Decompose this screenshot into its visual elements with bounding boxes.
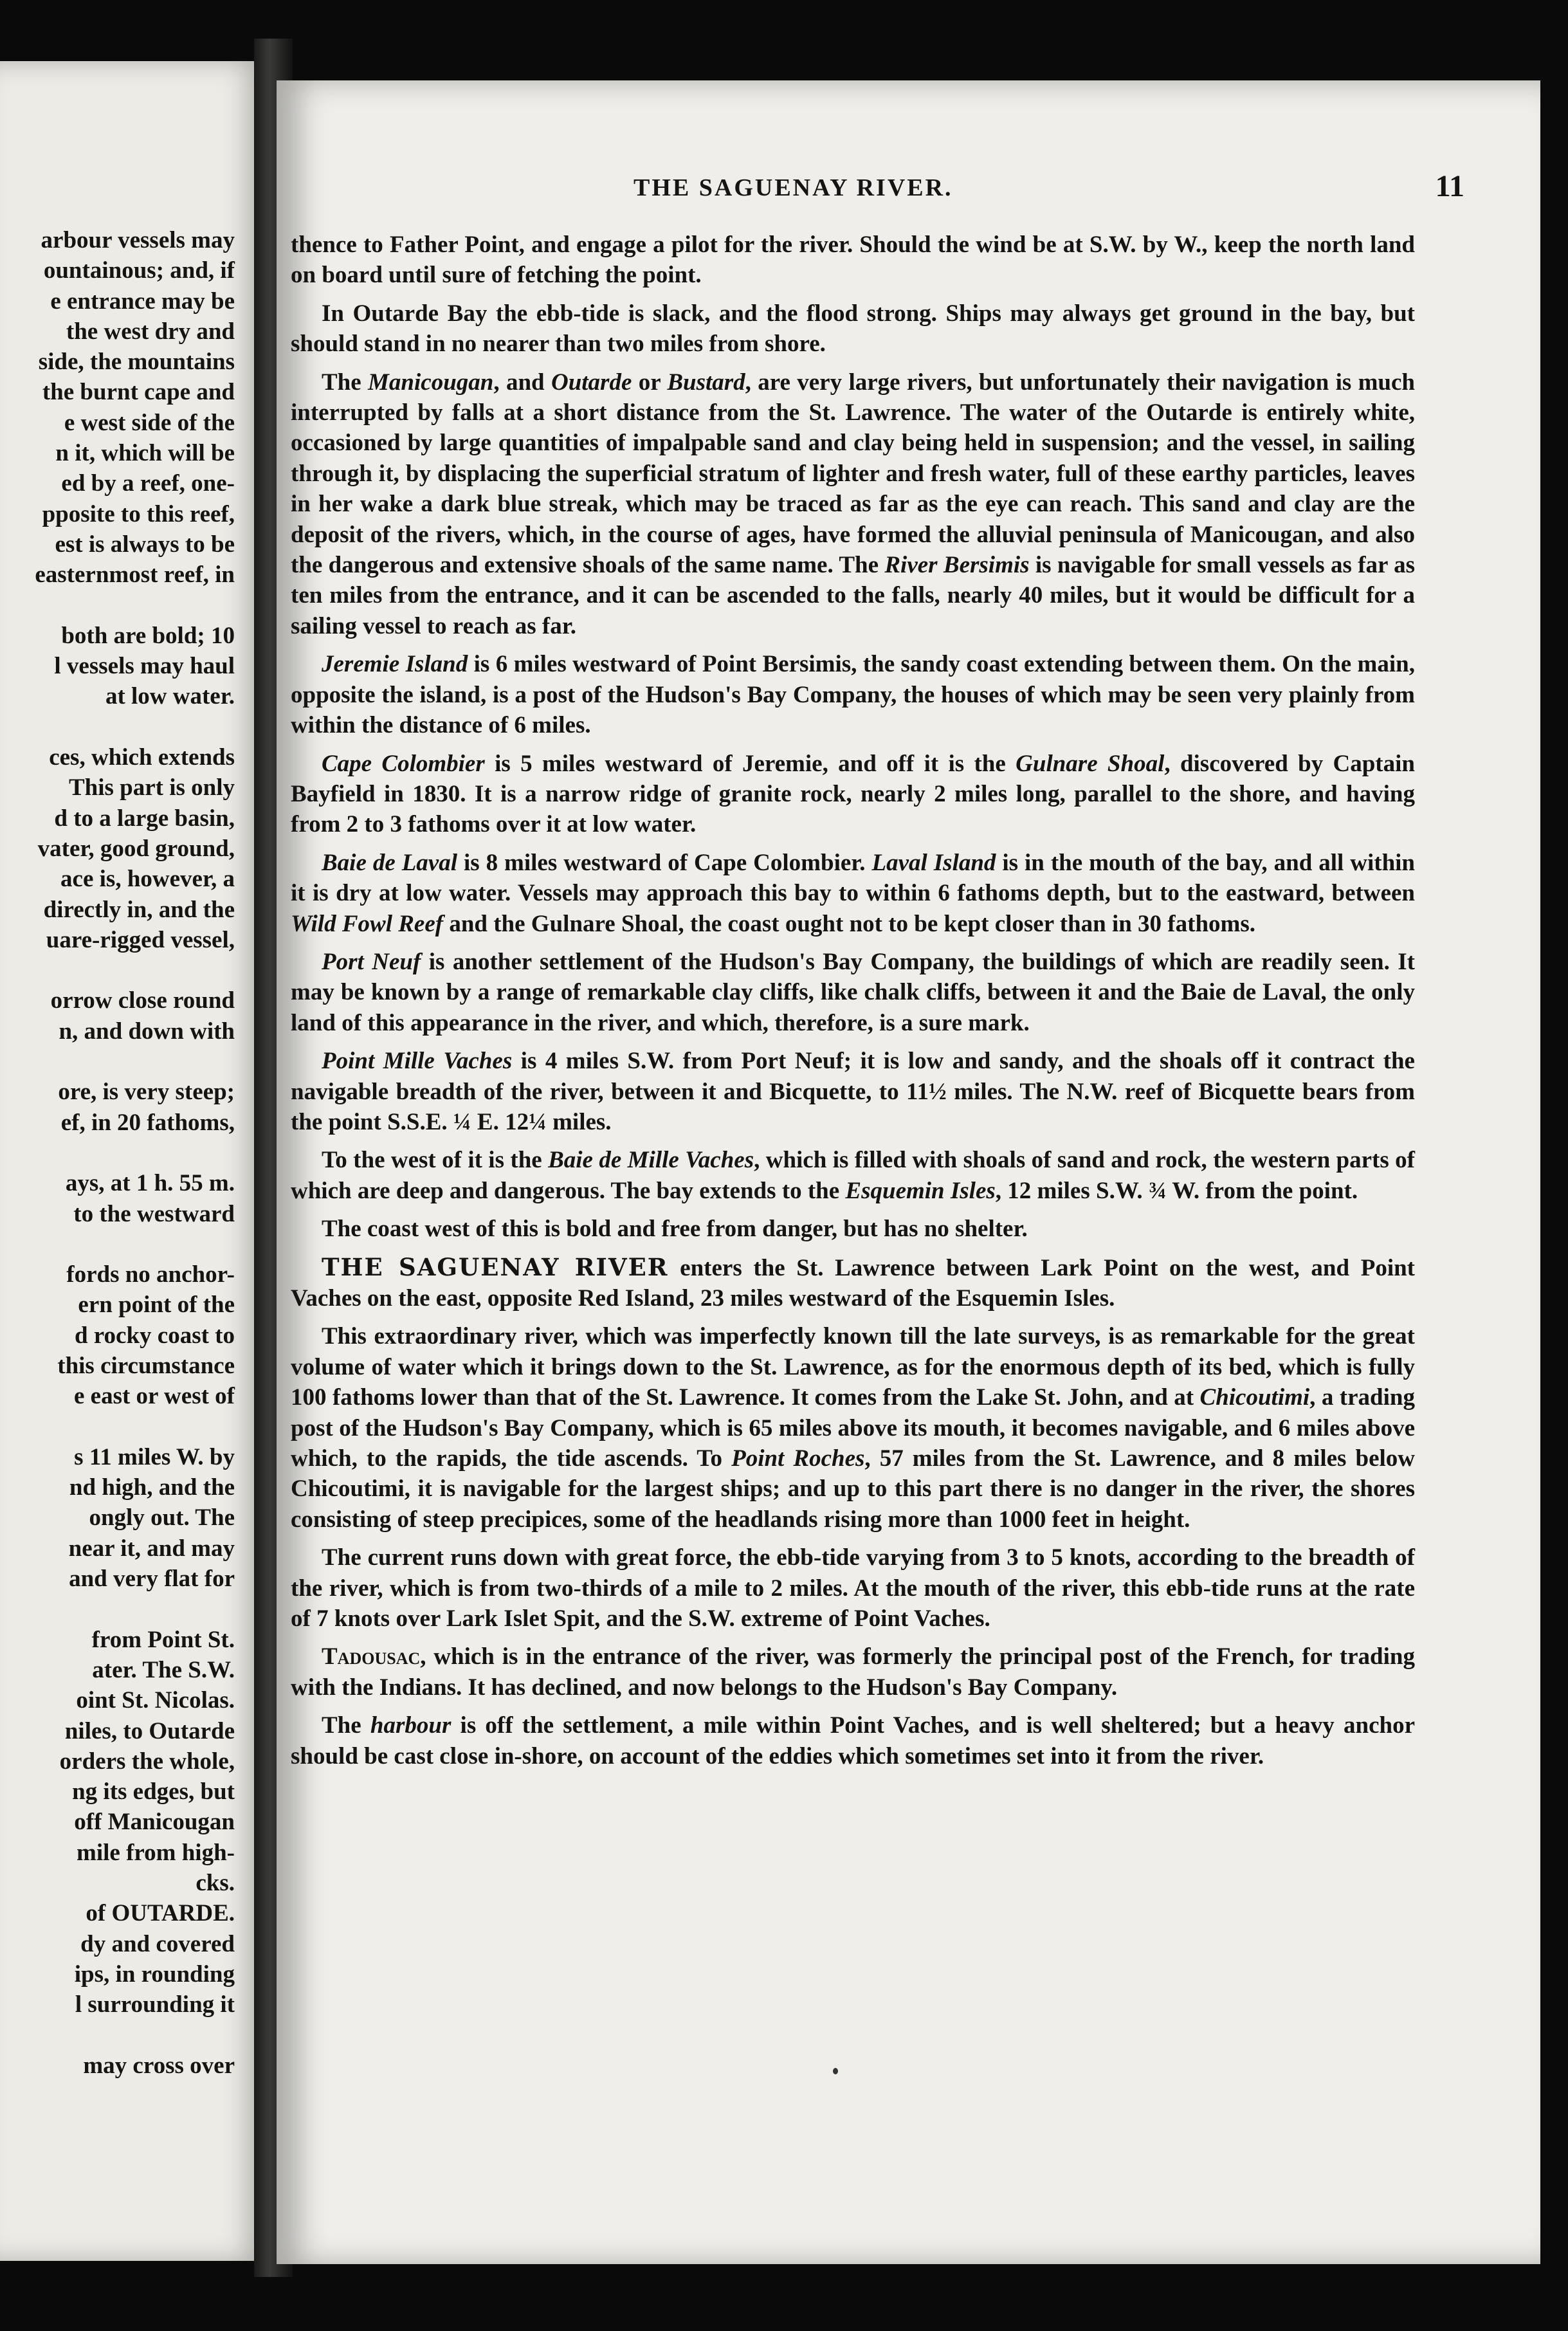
paragraph: Tadousac, which is in the entrance of the river, was formerly the principal post of the French, for trading with the Indians. It has declined, and now belongs to the Hudson's Bay Company. [291,1643,1415,1701]
facing-page-line: uare-rigged vessel, [46,926,235,953]
facing-page-line: l surrounding it [75,1991,235,2018]
facing-page-line: ces, which extends [49,744,235,771]
paragraph: The coast west of this is bold and free from danger, but has no shelter. [322,1216,1028,1243]
paragraph: Jeremie Island is 6 miles westward of Point Bersimis, the sandy coast extending between them. On the main, opposite the island, is a post of the Hudson's Bay Company, the houses of which may be seen very plainly from within the distance of 6 miles. [291,651,1415,739]
facing-page-line: the west dry and [66,318,235,345]
facing-page-line: may cross over [83,2052,235,2079]
page-number: 11 [1435,169,1464,203]
facing-page-line [0,1594,235,1624]
paragraph: Port Neuf is another settlement of the Hudson's Bay Company, the buildings of which are readily seen. It may be known by a range of remarkable clay cliffs, like chalk cliffs, between it and the Baie de Laval, the only land of this appearance in the river, and which, therefore, is a sure mark. [291,948,1415,1036]
facing-page-line [0,2020,235,2051]
facing-page-line: and very flat for [69,1566,235,1593]
facing-page-line: d rocky coast to [74,1322,235,1349]
facing-page [0,61,267,2261]
facing-page-line: l vessels may haul [54,653,235,680]
facing-page-line: the burnt cape and [42,379,235,406]
facing-page-line: This part is only [68,774,235,801]
facing-page-line: ern point of the [78,1292,235,1319]
facing-page-line: ountainous; and, if [43,257,235,284]
facing-page-line: of OUTARDE. [86,1900,235,1927]
paragraph: Baie de Laval is 8 miles westward of Cape Colombier. Laval Island is in the mouth of the bay, and all within it is dry at low water. Vessels may approach this bay to within 6 fathoms depth, but to the eastward, between Wild Fowl Reef and the Gulnare Shoal, the coast ought not to be kept closer than in 30 fathoms. [291,849,1416,937]
facing-page-line: mile from high- [77,1839,235,1866]
facing-page-line: vater, good ground, [37,835,235,862]
facing-page-line: nd high, and the [69,1474,235,1501]
facing-page-line: d to a large basin, [54,805,235,832]
paragraph: Cape Colombier is 5 miles westward of Jeremie, and off it is the Gulnare Shoal, discovered by Captain Bayfield in 1830. It is a narrow ridge of granite rock, nearly 2 miles long, parallel to the shore, and having from 2 to 3 fathoms over it at low water. [291,750,1415,838]
facing-page-line: pposite to this reef, [42,500,235,527]
facing-page-line [0,1138,235,1168]
facing-page-line [0,590,235,621]
facing-page-line: e east or west of [73,1383,235,1410]
facing-page-line: this circumstance [57,1352,235,1379]
facing-page-line: to the westward [73,1200,235,1227]
ink-dot [833,2068,838,2074]
paragraph: The Manicougan, and Outarde or Bustard, are very large rivers, but unfortunately their navigation is much interrupted by falls at a short distance from the St. Lawrence. The water of the Outarde is entirely white, occasioned by large quantities of impalpable sand and clay being held in suspension; and the vessel, in sailing through it, by displacing the superficial stratum of lighter and fresh water, full of these earthy particles, leaves in her wake a dark blue streak, which may be traced as far as the eye can reach. This sand and clay are the deposit of the rivers, which, in the course of ages, have formed the alluvial peninsula of Manicougan, and also the dangerous and extensive shoals of the same name. The River Bersimis is navigable for small vessels as far as ten miles from the entrance, and it can be ascended to the falls, nearly 40 miles, but it would be difficult for a sailing vessel to reach as far. [291,369,1415,639]
facing-page-line [0,712,235,742]
facing-page-line: ef, in 20 fathoms, [60,1109,235,1136]
facing-page-line: dy and covered [80,1930,235,1957]
paragraph-text: In Outarde Bay the ebb-tide is slack, and the flood strong. Ships may always get ground in the bay, but should stand in no nearer than two miles from shore. [291,300,1415,358]
facing-page-line: ays, at 1 h. 55 m. [65,1170,235,1197]
facing-page-line: n, and down with [59,1018,235,1045]
facing-page-line: ore, is very steep; [58,1079,235,1106]
facing-page-line [0,1412,235,1442]
facing-page-line [0,1229,235,1259]
paragraph-text: thence to Father Point, and engage a pilot for the river. Should the wind be at S.W. by W., keep the north land on board until sure of fetching the point. [291,232,1415,289]
facing-page-line: side, the mountains [38,349,235,376]
paragraph: The current runs down with great force, the ebb-tide varying from 3 to 5 knots, according to the breadth of the river, which is from two-thirds of a mile to 2 miles. At the mouth of the river, this ebb-tide runs at the rate of 7 knots over Lark Islet Spit, and the S.W. extreme of Point Vaches. [291,1544,1415,1632]
facing-page-line: off Manicougan [74,1809,235,1836]
facing-page-line: from Point St. [91,1626,235,1653]
facing-page-line [0,955,235,985]
paragraph: This extraordinary river, which was imperfectly known till the late surveys, is as remarkable for the great volume of water which it brings down to the St. Lawrence, as for the enormous depth of its bed, which is fully 100 fathoms lower than that of the St. Lawrence. It comes from the Lake St. John, and at Chicoutimi, a trading post of the Hudson's Bay Company, which is 65 miles above its mouth, it becomes navigable, and 6 miles above which, to the rapids, the tide ascends. To Point Roches, 57 miles from the St. Lawrence, and 8 miles below Chicoutimi, it is navigable for the largest ships; and up to this part there is no danger in the river, the shores consisting of steep precipices, some of the headlands rising more than 1000 feet in height. [291,1323,1415,1533]
facing-page-line: e west side of the [64,409,235,436]
facing-page-line: ater. The S.W. [92,1656,235,1683]
body-text [291,230,1415,1779]
facing-page-line: near it, and may [68,1535,235,1562]
facing-page-line: directly in, and the [43,896,235,923]
paragraph [291,230,1415,291]
facing-page-line: ed by a reef, one- [61,470,235,497]
paragraph: The harbour is off the settlement, a mile within Point Vaches, and is well sheltered; but a heavy anchor should be cast close in-shore, on account of the eddies which sometimes set into it from the river. [291,1712,1416,1769]
facing-page-text [0,225,235,2081]
paragraph [291,298,1415,360]
running-head: THE SAGUENAY RIVER. [634,174,953,201]
facing-page-line: cks. [196,1870,235,1897]
book-page [277,80,1540,2264]
facing-page-line: ng its edges, but [72,1778,235,1805]
facing-page-line: orders the whole, [59,1748,235,1775]
paragraph: To the west of it is the Baie de Mille Vaches, which is filled with shoals of sand and rock, the western parts of which are deep and dangerous. The bay extends to the Esquemin Isles, 12 miles S.W. ¾ W. from the point. [291,1147,1415,1204]
facing-page-line: n it, which will be [55,440,235,467]
facing-page-line: ips, in rounding [74,1961,235,1988]
facing-page-line: s 11 miles W. by [74,1443,235,1470]
facing-page-line: ongly out. The [89,1504,235,1531]
page-header [277,169,1540,212]
facing-page-line: est is always to be [55,531,235,558]
facing-page-line: niles, to Outarde [64,1717,235,1744]
facing-page-line: fords no anchor- [66,1261,235,1288]
facing-page-line: orrow close round [50,987,235,1014]
facing-page-line: at low water. [105,683,235,710]
section-paragraph: THE SAGUENAY RIVER enters the St. Lawrence between Lark Point on the west, and Point Vaches on the east, opposite Red Island, 23 miles westward of the Esquemin Isles. [291,1252,1416,1312]
facing-page-line [0,1047,235,1077]
facing-page-line: ace is, however, a [60,866,235,893]
paragraph: Point Mille Vaches is 4 miles S.W. from Port Neuf; it is low and sandy, and the shoals off it contract the navigable breadth of the river, between it and Bicquette, to 11½ miles. The N.W. reef of Bicquette bears from the point S.S.E. ¼ E. 12¼ miles. [291,1048,1415,1135]
facing-page-line: oint St. Nicolas. [76,1687,235,1714]
facing-page-line: e entrance may be [50,288,235,315]
facing-page-line: easternmost reef, in [35,562,235,589]
facing-page-line: arbour vessels may [41,227,235,253]
section-heading: THE SAGUENAY RIVER [322,1252,669,1281]
facing-page-line: both are bold; 10 [61,622,235,649]
